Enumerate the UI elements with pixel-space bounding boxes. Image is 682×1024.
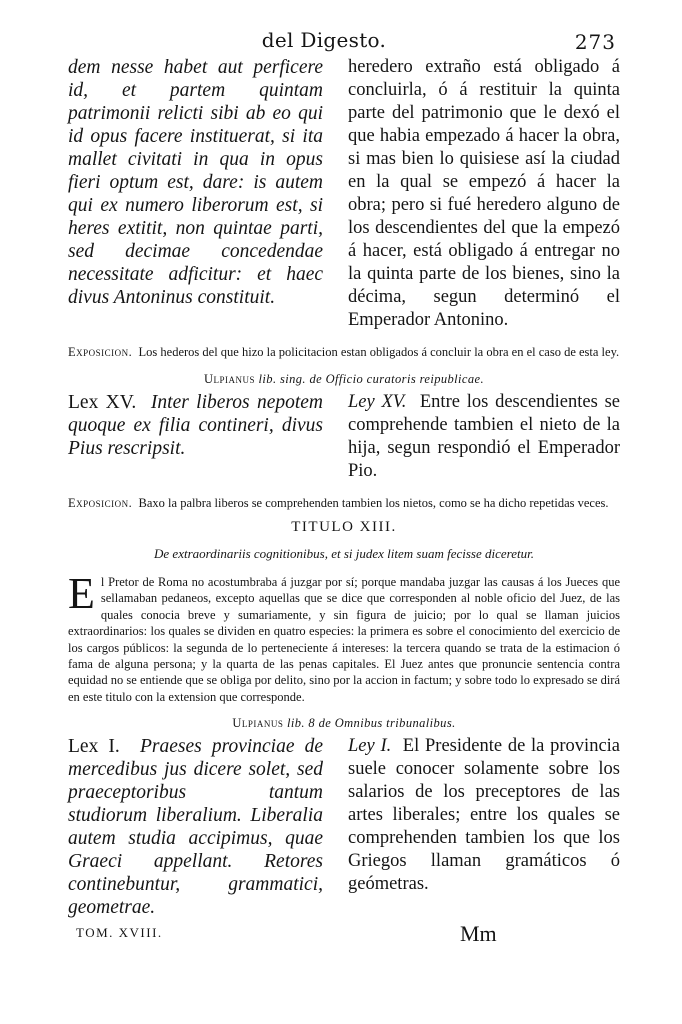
exposicion-text: Los hederos del que hizo la policitacion estan obligados á concluir la obra en el caso de esta ley. xyxy=(138,345,620,359)
exposicion-text: Baxo la palbra liberos se comprehenden tambien los nietos, como se ha dicho repetidas veces. xyxy=(138,496,609,510)
page-footer xyxy=(68,921,620,951)
section-2 xyxy=(68,391,620,483)
spanish-text-1: heredero extraño está obligado á concluirla, ó á restituir la quinta parte del patrimonio que le dexó el que habia empezado á hacer la obra, si mas bien lo quisiese así la ciudad en la qual se empezó á hacer la obra; pero si fué heredero alguno de los descendientes del que la empezó á hacer, está obligado á entregar no la quinta parte de los bienes, sino la décima, segun determinó el Emperador Antonino. xyxy=(348,57,620,330)
ley-label: Ley I. xyxy=(348,736,392,757)
source-2 xyxy=(68,372,620,387)
titulo-heading: TITULO XIII. xyxy=(291,519,397,535)
latin-body: Inter liberos nepotem quoque ex filia contineri, divus Pius rescripsit. xyxy=(68,392,324,459)
latin-body: Praeses provinciae de mercedibus jus dicere solet, sed praeceptoribus tantum studiorum liberalium. Liberalia autem studia accipimus, quae Graeci appellant. Retores continebuntur, grammatici, geometrae. xyxy=(68,736,324,919)
latin-text-2 xyxy=(68,391,323,460)
source-3 xyxy=(68,716,620,731)
exposicion-label: Exposicion. xyxy=(68,345,133,359)
section-1 xyxy=(68,56,620,332)
source-work: lib. sing. de Officio curatoris reipublicae. xyxy=(258,372,484,386)
spanish-text-3 xyxy=(348,735,620,896)
titulo-subtitle: De extraordinariis cognitionibus, et si judex litem suam fecisse diceretur. xyxy=(154,546,534,561)
volume-signature: TOM. XVIII. xyxy=(76,925,163,941)
drop-cap: E xyxy=(68,569,95,618)
source-author: Ulpianus xyxy=(232,716,284,731)
spanish-body: Entre los descendientes se comprehende tambien el nieto de la hija, segun respondió el Emperador Pio. xyxy=(348,392,620,481)
intro-text: l Pretor de Roma no acostumbraba á juzgar por sí; porque mandaba juzgar las causas á los Jueces que sellamaban pedaneos, excepto aquellas que se dice que corresponden al noble oficio del Juez, de las quales conocia breve y sumariamente, y sin figura de juicio; por lo qual se llaman juicios extraordinarios: los quales se dividen en quatro especies: la primera es sobre el conocimiento del exercicio de los cargos públicos: la segunda de lo perteneciente á intereses: la tercera quando se trata de la estimacion ó fama de alguna persona; y la quarta de las penas capitales. El Juez antes que pronuncie sentencia contra equidad no se entiende que se obliga por delito, sino por la accion in factum; y sobre todo lo expresado se dirá en este titulo con la extension que corresponde. xyxy=(68,575,620,704)
latin-text-1: dem nesse habet aut perficere id, et partem quintam patrimonii relicti sibi ab eo qui id opus facere instituerat, si ita mallet civitati in qua in opus fieri optum est, dare: is autem qui ex numero liberorum est, si heres extitit, non quintae parti, sed decimae concedendae necessitate adficitur: et haec divus Antoninus constituit. xyxy=(68,57,323,308)
lex-label: Lex XV. xyxy=(68,392,137,413)
ley-label: Ley XV. xyxy=(348,392,407,412)
spanish-body: El Presidente de la provincia suele conocer solamente sobre los salarios de los preceptores de las artes liberales; entre los quales se comprehenden tambien los que los Griegos llaman gramáticos ó geómetras. xyxy=(348,736,621,895)
running-head: del Digesto. xyxy=(261,28,387,52)
page-number: 273 xyxy=(574,30,616,54)
spanish-text-2 xyxy=(348,391,620,483)
section-3 xyxy=(68,735,620,919)
gathering-mark: Mm xyxy=(460,921,497,947)
intro-paragraph xyxy=(68,569,620,705)
page-header xyxy=(68,0,620,56)
exposicion-2 xyxy=(68,495,620,511)
exposicion-1 xyxy=(68,344,620,360)
source-work: lib. 8 de Omnibus tribunalibus. xyxy=(286,716,456,731)
source-author: Ulpianus xyxy=(203,372,256,386)
latin-text-3 xyxy=(68,735,323,919)
exposicion-label: Exposicion. xyxy=(68,496,133,510)
lex-label: Lex I. xyxy=(68,736,120,758)
